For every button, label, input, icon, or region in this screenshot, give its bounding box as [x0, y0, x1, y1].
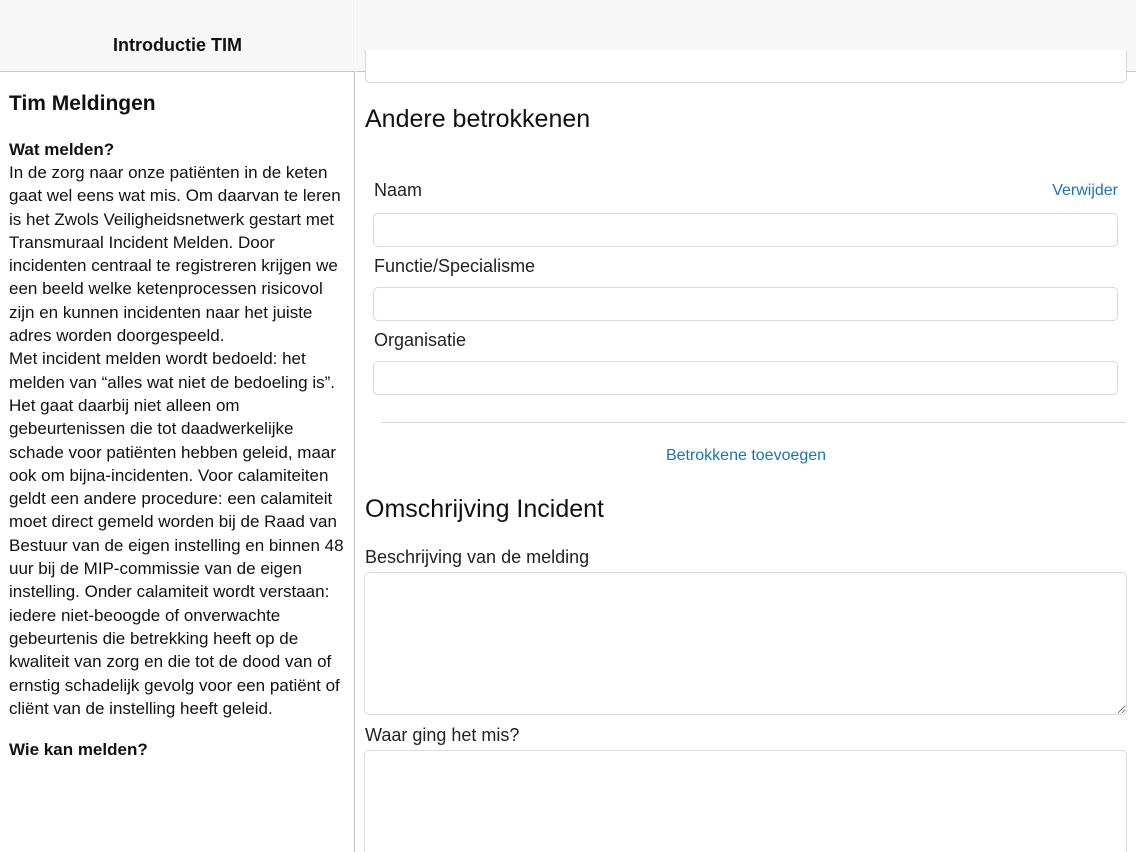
section-heading-who: Wie kan melden?	[9, 740, 148, 760]
section-heading-what: Wat melden?	[9, 140, 115, 159]
nav-title: Introductie TIM	[113, 35, 242, 55]
name-label: Naam	[374, 180, 423, 200]
previous-field-partial[interactable]	[365, 50, 1127, 83]
intro-document[interactable]	[9, 92, 345, 798]
master-pane	[0, 0, 355, 852]
add-person-button[interactable]: Betrokkene toevoegen	[665, 447, 827, 464]
function-label: Functie/Specialisme	[374, 256, 536, 276]
what-went-wrong-textarea[interactable]	[364, 750, 1127, 852]
section-body-what: In de zorg naar onze patiënten in de keten gaat wel eens wat mis. Om daarvan te leren is het Zwols Veiligheidsnetwerk gestart met Transmuraal Incident Melden. Door incidenten centraal te registreren krijgen we een beeld welke ketenprocessen risicovol zijn en kunnen incidenten naar het juiste adres worden doorgespeeld.	[9, 163, 341, 346]
function-input[interactable]	[373, 287, 1118, 321]
organisation-input[interactable]	[373, 361, 1118, 395]
section-title-description: Omschrijving Incident	[365, 495, 604, 523]
section-title-others: Andere betrokkenen	[365, 105, 591, 133]
what-went-wrong-label: Waar ging het mis?	[365, 725, 520, 745]
organisation-label: Organisatie	[374, 330, 467, 350]
document-title: Tim Meldingen	[9, 92, 156, 115]
description-textarea[interactable]	[364, 572, 1127, 715]
name-input[interactable]	[373, 213, 1118, 247]
remove-person-link[interactable]: Verwijder	[1052, 182, 1118, 199]
left-navigation-bar	[0, 0, 355, 72]
description-label: Beschrijving van de melding	[365, 547, 590, 567]
section-body-what-2: Met incident melden wordt bedoeld: het melden van “alles wat niet de bedoeling is”. Het gaat daarbij niet alleen om gebeurtenissen die tot daadwerkelijke schade voor patiënten hebben geleid, maar ook om bijna-incidenten. Voor calamiteiten geldt een andere procedure: een calamiteit moet direct gemeld worden bij de Raad van Bestuur van de eigen instelling en binnen 48 uur bij de MIP-commissie van de eigen instelling. Onder calamiteit wordt verstaan: iedere niet-beoogde of onverwachte gebeurtenis die betrekking heeft op de kwaliteit van zorg en die tot de dood van of ernstig schadelijk gevolg voor een patiënt of cliënt van de instelling heeft geleid.	[9, 349, 344, 718]
detail-pane	[356, 0, 1136, 852]
divider	[381, 422, 1126, 423]
